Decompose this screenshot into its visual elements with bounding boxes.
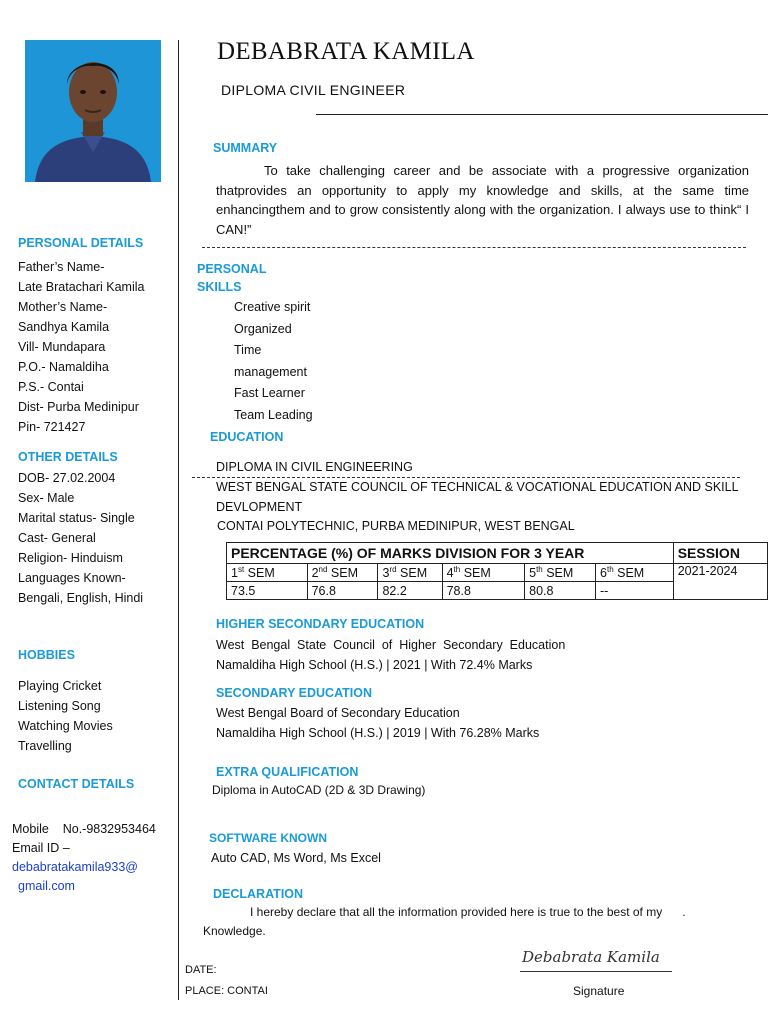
sem-label: 1st SEM [227,564,308,582]
personal-details-heading: PERSONAL DETAILS [18,236,144,250]
session-header: SESSION [673,543,767,564]
personal-line: Mother’s Name- [18,300,108,314]
secondary-school: Namaldiha High School (H.S.) | 2019 | With 76.28% Marks [216,726,540,740]
signature-line [520,971,672,972]
education-board: WEST BENGAL STATE COUNCIL OF TECHNICAL & VOCATIONAL EDUCATION AND SKILL DEVLOPMENT [216,480,739,514]
education-degree: DIPLOMA IN CIVIL ENGINEERING [216,460,413,474]
skill-item: management [234,364,307,379]
candidate-name: DEBABRATA KAMILA [217,38,475,65]
skills-list [234,297,394,426]
sem-value: 73.5 [227,582,308,600]
declaration-line2: Knowledge. [203,924,266,938]
hobby-item: Playing Cricket [18,679,102,693]
session-value: 2021-2024 [673,564,767,600]
skill-item: Time [234,343,262,357]
personal-line: Father’s Name- [18,260,105,274]
candidate-role: DIPLOMA CIVIL ENGINEER [221,82,406,98]
skill-item: Creative spirit [234,300,311,314]
vertical-divider [178,40,179,1000]
skill-item: Organized [234,321,292,336]
sem-label: 6th SEM [596,564,674,582]
secondary-heading: SECONDARY EDUCATION [216,686,373,700]
other-details-heading: OTHER DETAILS [18,450,118,464]
personal-line: P.S.- Contai [18,380,84,394]
software-heading: SOFTWARE KNOWN [209,831,327,845]
marks-table-wrapper [226,542,768,600]
header-rule [316,114,768,115]
mobile-number: Mobile No.-9832953464 [12,822,156,836]
marks-table-header: PERCENTAGE (%) OF MARKS DIVISION FOR 3 YEAR [227,543,674,564]
sem-value: 80.8 [525,582,596,600]
handwritten-signature: Debabrata Kamila [522,948,660,966]
hobby-item: Listening Song [18,699,101,713]
other-line: Bengali, English, Hindi [18,591,144,605]
person-photo-illustration [25,40,161,182]
personal-line: Late Bratachari Kamila [18,280,145,294]
sem-value: 76.8 [307,582,378,600]
place-label: PLACE: CONTAI [185,985,268,997]
hobby-item: Travelling [18,739,72,753]
extra-qualification-heading: EXTRA QUALIFICATION [216,765,359,779]
declaration-line1: I hereby declare that all the information provided here is true to the best of my . [250,905,686,919]
personal-line: Vill- Mundapara [18,340,106,354]
education-college: CONTAI POLYTECHNIC, PURBA MEDINIPUR, WEST BENGAL [217,519,575,533]
personal-line: Sandhya Kamila [18,320,110,334]
summary-heading: SUMMARY [213,141,278,155]
date-label: DATE: [185,964,217,976]
hs-school: Namaldiha High School (H.S.) | 2021 | With 72.4% Marks [216,658,533,672]
profile-photo [25,40,161,182]
hs-heading: HIGHER SECONDARY EDUCATION [216,617,425,631]
other-line: DOB- 27.02.2004 [18,471,116,485]
signature-label: Signature [573,984,625,998]
summary-divider [202,247,746,248]
extra-qualification-text: Diploma in AutoCAD (2D & 3D Drawing) [212,783,426,797]
other-line: Sex- Male [18,491,75,505]
hobbies-heading: HOBBIES [18,648,75,662]
skill-item: Fast Learner [234,386,305,400]
skills-heading-line2: SKILLS [197,280,242,294]
personal-line: P.O.- Namaldiha [18,360,109,374]
contact-details-heading: CONTACT DETAILS [18,777,135,791]
marks-table [226,542,768,600]
sem-label: 2nd SEM [307,564,378,582]
personal-line: Dist- Purba Medinipur [18,400,139,414]
email-label: Email ID – [12,841,70,855]
other-line: Languages Known- [18,571,126,585]
other-line: Cast- General [18,531,96,545]
other-details-list [18,468,176,608]
sem-value: 78.8 [442,582,525,600]
sem-value: -- [596,582,674,600]
personal-details-list [18,257,173,437]
skill-item: Team Leading [234,407,313,422]
email-link-part2[interactable]: gmail.com [18,879,75,893]
other-line: Marital status- Single [18,511,135,525]
sem-value: 82.2 [378,582,442,600]
email-link-part1[interactable]: debabratakamila933@ [12,860,138,874]
hobby-item: Watching Movies [18,719,113,733]
sem-label: 5th SEM [525,564,596,582]
sem-label: 3rd SEM [378,564,442,582]
skills-heading-line1: PERSONAL [197,262,267,276]
declaration-heading: DECLARATION [213,887,304,901]
secondary-board: West Bengal Board of Secondary Education [216,706,460,720]
sem-label: 4th SEM [442,564,525,582]
hobbies-list [18,676,173,756]
personal-line: Pin- 721427 [18,420,86,434]
education-heading: EDUCATION [210,430,284,444]
software-text: Auto CAD, Ms Word, Ms Excel [211,851,381,865]
summary-text: To take challenging career and be associate with a progressive organization thatprovides an opportunity to apply my knowledge and skills, at the same time enhancingthem and to grow consistently along with the organization. I always use to think“ I CAN!” [216,163,749,237]
hs-board: West Bengal State Council of Higher Secondary Education [216,638,566,652]
other-line: Religion- Hinduism [18,551,123,565]
